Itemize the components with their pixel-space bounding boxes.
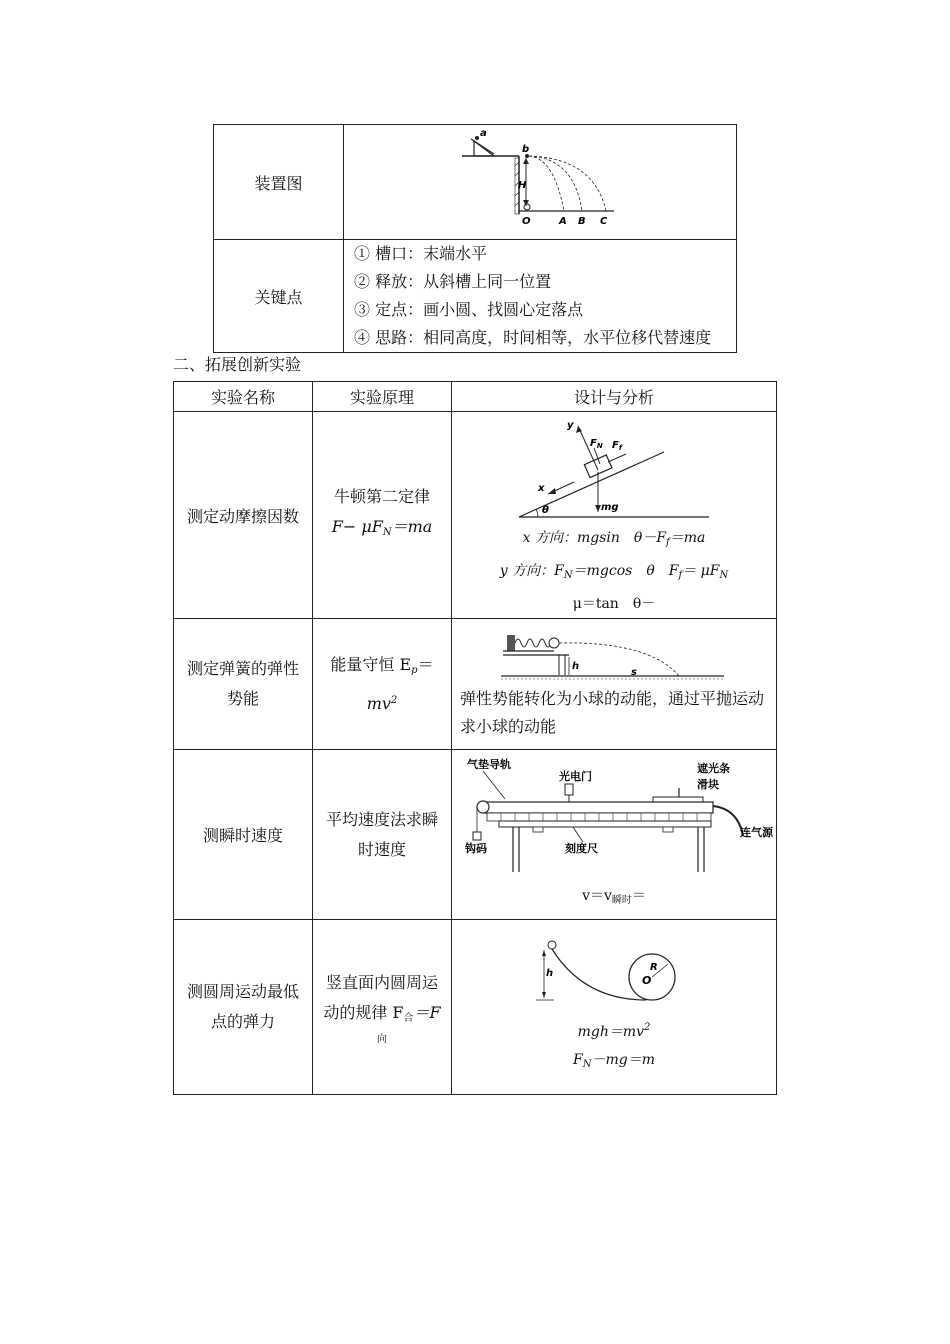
key-points-cell [344, 240, 737, 353]
label-a: a [480, 127, 487, 139]
formula-text: mgh＝mv [577, 1023, 645, 1040]
formula-text: F− μF [331, 517, 383, 536]
experiment-principle [313, 920, 452, 1095]
label-hook-mass: 钩码 [465, 842, 487, 855]
analysis-cell [452, 920, 777, 1095]
principle-line [313, 650, 451, 686]
table-row [174, 750, 777, 920]
formula-y [452, 557, 776, 590]
label-x: x [538, 483, 545, 494]
projectile-apparatus-diagram [344, 126, 736, 239]
formula-mu: μ＝tan θ－ [572, 596, 656, 612]
key-point: ① 槽口：末端水平 [354, 244, 488, 263]
analysis-cell [452, 750, 777, 920]
label-air-source: 连气源 [740, 826, 773, 839]
key-point: ④ 思路：相同高度，时间相等，水平位移代替速度 [354, 328, 712, 347]
formula-sub: 瞬时 [611, 895, 632, 906]
label-H: H [518, 179, 527, 191]
formula-sub: N [382, 527, 392, 538]
formula-text: ＝ μF [682, 563, 720, 579]
principle-formula [313, 686, 451, 719]
analysis-cell [452, 619, 777, 750]
formula-sub: f [678, 570, 683, 581]
summary-table [213, 124, 737, 353]
experiment-name [174, 920, 313, 1095]
formula-text: ＝ma [669, 530, 706, 546]
formula-text: mv [366, 693, 391, 713]
formula-sub: p [411, 664, 418, 676]
formula-sup: 2 [390, 694, 398, 706]
formula-sub: N [719, 570, 729, 581]
principle-line: 向 [377, 1034, 387, 1045]
formula-x [452, 524, 776, 557]
key-point: ② 释放：从斜槽上同一位置 [354, 272, 552, 291]
label-b: b [522, 143, 530, 155]
formula-text: 动的规律 F [323, 1003, 404, 1022]
formula-text: v＝v [582, 888, 612, 904]
name-line: 测定弹簧的弹性 [186, 659, 299, 678]
formula-text: y 方向：F [499, 563, 564, 579]
label-h: h [546, 967, 554, 979]
formula-sub: 合 [403, 1013, 414, 1024]
label-O: O [522, 215, 531, 227]
extended-experiments-table [173, 381, 777, 1095]
principle-line [313, 998, 451, 1034]
formula-text: 能量守恒 E [330, 654, 412, 674]
principle-formula [313, 512, 451, 548]
formula-v [452, 882, 776, 915]
row-label-apparatus: 装置图 [214, 125, 344, 240]
label-gate: 光电门 [559, 770, 592, 783]
principle-line: 平均速度法求瞬 [325, 809, 438, 829]
name-line: 测圆周运动最低 [186, 982, 299, 1001]
label-scale: 刻度尺 [565, 842, 598, 855]
label-rail: 气垫导轨 [467, 758, 511, 771]
formula-text: ＝mgcos θ F [572, 563, 679, 579]
experiment-name [174, 619, 313, 750]
analysis-cell [452, 412, 777, 619]
label-A: A [559, 215, 567, 227]
column-header: 实验原理 [313, 382, 452, 412]
formula-text: ＝ [631, 888, 646, 904]
formula-text: F [573, 1051, 583, 1068]
principle-line: 时速度 [357, 839, 406, 859]
analysis-text: 弹性势能转化为小球的动能，通过平抛运动求小球的动能 [460, 689, 765, 736]
formula-text: ＝ma [391, 517, 433, 536]
column-header: 设计与分析 [452, 382, 777, 412]
row-label-key-points: 关键点 [214, 240, 344, 353]
label-slider: 滑块 [697, 778, 719, 791]
incline-force-diagram [514, 412, 714, 524]
table-row [214, 240, 737, 353]
spring-launcher-diagram [499, 627, 729, 685]
apparatus-diagram-cell [344, 125, 737, 240]
experiment-principle [313, 412, 452, 619]
principle-line: 牛顿第二定律 [333, 487, 430, 506]
table-row [174, 412, 777, 619]
label-O: O [642, 973, 652, 987]
loop-track-diagram [534, 936, 694, 1006]
label-mg: mg [601, 502, 619, 513]
label-B: B [578, 215, 586, 227]
formula-text: －mg＝m [591, 1051, 655, 1068]
label-C: C [600, 215, 608, 227]
name-line: 势能 [226, 689, 259, 708]
label-h: h [572, 661, 580, 672]
formula-normal-force [452, 1046, 776, 1079]
formula-energy [452, 1014, 776, 1046]
table-row [174, 619, 777, 750]
label-y: y [567, 420, 574, 431]
formula-sub: N [582, 1058, 592, 1070]
formula-sup: 2 [644, 1021, 651, 1033]
formula-sub: f [666, 537, 670, 548]
experiment-principle [313, 619, 452, 750]
formula-text: ＝F [413, 1003, 441, 1022]
formula-text: x 方向：mgsin θ－F [522, 530, 667, 546]
label-theta: θ [542, 505, 549, 516]
principle-line: 竖直面内圆周运 [325, 973, 438, 992]
experiment-principle [313, 750, 452, 920]
air-track-diagram [453, 754, 775, 876]
column-header: 实验名称 [174, 382, 313, 412]
label-s: s [631, 667, 637, 678]
section-heading: 二、拓展创新实验 [173, 355, 302, 374]
name-line: 点的弹力 [210, 1012, 275, 1031]
formula-text: ＝ [417, 654, 434, 674]
label-FN: $F_N$ [590, 438, 603, 450]
table-row [214, 125, 737, 240]
experiment-name: 测瞬时速度 [174, 750, 313, 920]
experiment-name: 测定动摩擦因数 [174, 412, 313, 619]
label-R: R [650, 961, 658, 973]
label-strip: 遮光条 [697, 762, 730, 775]
key-point: ③ 定点：画小圆、找圆心定落点 [354, 300, 584, 319]
formula-sub: N [563, 570, 573, 581]
table-header-row [174, 382, 777, 412]
table-row [174, 920, 777, 1095]
label-Ff: $F_f$ [612, 440, 622, 452]
